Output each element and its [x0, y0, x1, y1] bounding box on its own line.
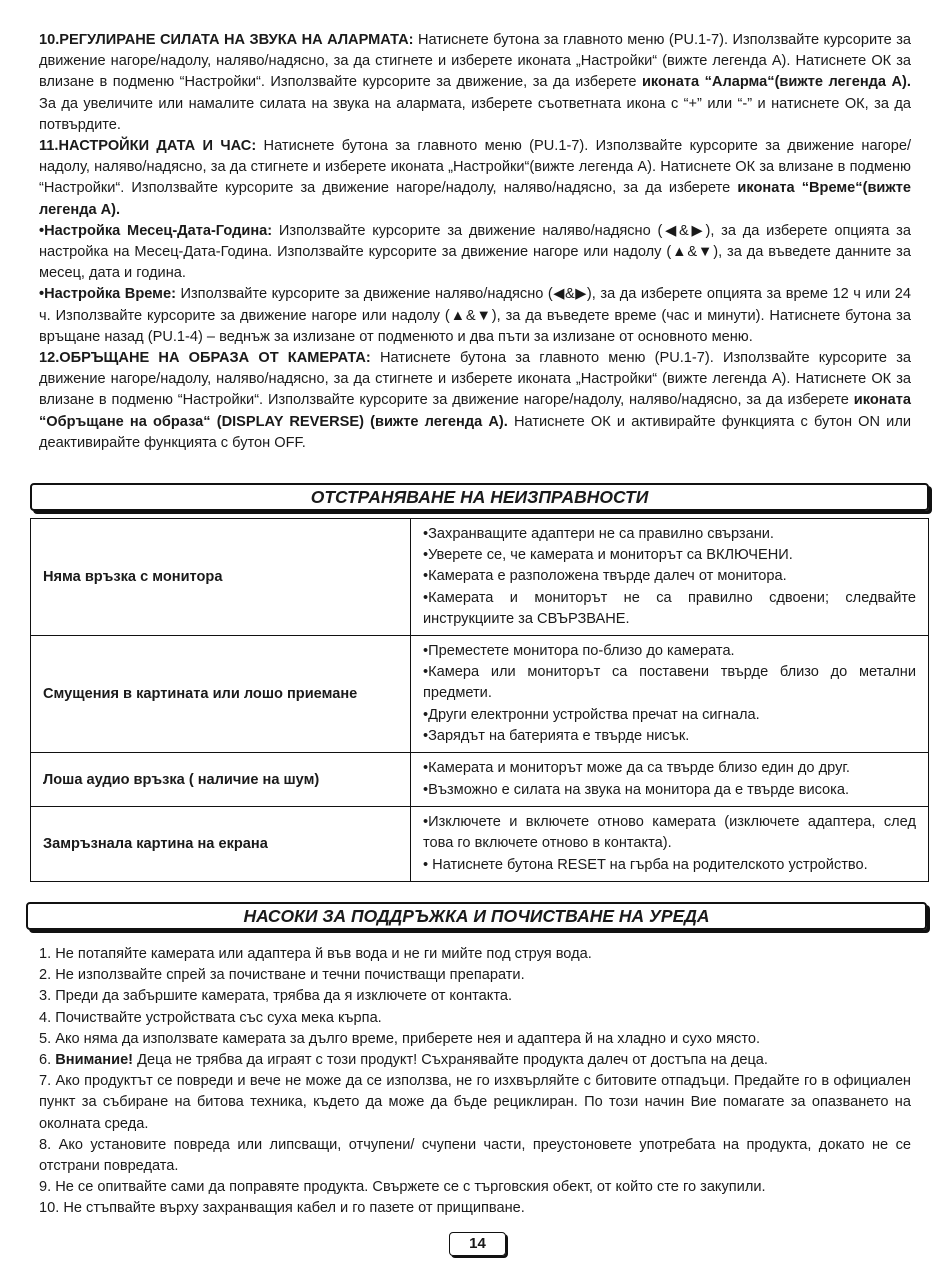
- list-item: 2. Не използвайте спрей за почистване и течни почистващи препарати.: [39, 967, 525, 984]
- solution-item: •Други електронни устройства пречат на сигнала.: [423, 706, 760, 723]
- solution-cell: [411, 807, 929, 882]
- heading-date-time: 11.НАСТРОЙКИ ДАТА И ЧАС:: [39, 138, 257, 155]
- table-row: [31, 636, 929, 753]
- heading-image-flip: 12.ОБРЪЩАНЕ НА ОБРАЗА ОТ КАМЕРАТА:: [39, 350, 371, 367]
- settings-instructions: [39, 30, 911, 454]
- list-item: 10. Не стъпвайте върху захранващия кабел и го пазете от прищипване.: [39, 1200, 525, 1217]
- problem-cell: Няма връзка с монитора: [31, 519, 411, 636]
- solution-cell: [411, 636, 929, 753]
- solution-item: •Камера или мониторът са поставени твърде близо до метални предмети.: [423, 664, 916, 702]
- list-item-warning: 6. Внимание! Деца не трябва да играят с този продукт! Съхранявайте продукта далеч от достъпа на деца.: [39, 1052, 768, 1069]
- problem-cell: Смущения в картината или лошо приемане: [31, 636, 411, 753]
- paragraph-month-date-year: •Настройка Месец-Дата-Година: Използвайте курсорите за движение наляво/надясно (◀&▶), за да изберете опцията за настройка на Месец-Дата-Година. Използвайте курсорите за движение нагоре или надолу (▲&▼), за да въведете данните за месец, дата и година.: [39, 222, 911, 282]
- heading-time-setting: •Настройка Време:: [39, 286, 176, 303]
- page-number: 14: [449, 1232, 506, 1256]
- list-item: 5. Ако няма да използвате камерата за дълго време, приберете нея и адаптера й на хладно и сухо място.: [39, 1030, 761, 1047]
- list-item: 1. Не потапяйте камерата или адаптера й във вода и не ги мийте под струя вода.: [39, 946, 592, 962]
- paragraph-alarm-volume: 10.РЕГУЛИРАНЕ СИЛАТА НА ЗВУКА НА АЛАРМАТА: Натиснете бутона за главното меню (PU.1-7). Използвайте курсорите за движение нагоре/надолу, наляво/надясно, за да стигнете и изберете иконата „Настройки“ (вижте легенда А). Натиснете ОК за влизане в подменю “Настройки“. Използвайте курсорите за движение, за да изберете иконата “Аларма“(вижте легенда А). За да увеличите или намалите силата на звука на алармата, изберете съответната икона с “+” или “-” и натиснете ОК, за да потвърдите.: [39, 32, 912, 133]
- solution-item: •Изключете и включете отново камерата (изключете адаптера, след това го включете отново в контакта).: [423, 814, 916, 852]
- solution-item: •Захранващите адаптери не са правилно свързани.: [423, 525, 774, 542]
- heading-alarm-volume: 10.РЕГУЛИРАНЕ СИЛАТА НА ЗВУКА НА АЛАРМАТА:: [39, 32, 414, 48]
- heading-month-date-year: •Настройка Месец-Дата-Година:: [39, 222, 273, 239]
- solution-item: •Камерата и мониторът не са правилно сдвоени; следвайте инструкциите за СВЪРЗВАНЕ.: [423, 589, 916, 627]
- solution-item: •Преместете монитора по-близо до камерата.: [423, 642, 735, 659]
- solution-item: •Зарядът на батерията е твърде нисък.: [423, 727, 690, 744]
- care-title: НАСОКИ ЗА ПОДДРЪЖКА И ПОЧИСТВАНЕ НА УРЕДА: [26, 902, 927, 930]
- table-row: [31, 519, 929, 636]
- solution-item: •Уверете се, че камерата и мониторът са ВКЛЮЧЕНИ.: [423, 547, 793, 564]
- solution-item: •Камерата е разположена твърде далеч от монитора.: [423, 568, 787, 585]
- troubleshooting-table: [30, 518, 929, 882]
- list-item: 7. Ако продуктът се повреди и вече не може да се използва, не го изхвърляйте с битовите отпадъци. Предайте го в официален пункт за събиране на битова техника, където да може да бъде рециклиран. По този начин Вие помагате за опазването на околната среда.: [39, 1073, 911, 1132]
- problem-cell: Замръзнала картина на екрана: [31, 807, 411, 882]
- paragraph-date-time: 11.НАСТРОЙКИ ДАТА И ЧАС: Натиснете бутона за главното меню (PU.1-7). Използвайте курсорите за движение нагоре/надолу, наляво/надясно, за да стигнете и изберете иконата „Настройки“(вижте легенда А). Натиснете ОК за влизане в подменю “Настройки“. Използвайте курсорите за движение нагоре/надолу, наляво/надясно, за да изберете иконата “Време“(вижте легенда А).: [39, 138, 911, 218]
- list-item: 9. Не се опитвайте сами да поправяте продукта. Свържете се с търговския обект, от който сте го закупили.: [39, 1179, 766, 1196]
- solution-cell: [411, 753, 929, 807]
- paragraph-time-setting: •Настройка Време: Използвайте курсорите за движение наляво/надясно (◀&▶), за да изберете опцията за време 12 ч или 24 ч. Използвайте курсорите за движение нагоре или надолу (▲&▼), за да въведете време (час и минути). Натиснете бутона за връщане назад (PU.1-4) – веднъж за излизане от подменюто и два пъти за излизане от основното меню.: [39, 286, 911, 345]
- paragraph-image-flip: 12.ОБРЪЩАНЕ НА ОБРАЗА ОТ КАМЕРАТА: Натиснете бутона за главното меню (PU.1-7). Използвайте курсорите за движение нагоре/надолу, наляво/надясно, за да стигнете и изберете иконата „Настройки“ (вижте легенда А). Натиснете ОК за влизане в подменю “Настройки“. Използвайте курсорите за движение нагоре/надолу, наляво/надясно, за да изберете иконата “Обръщане на образа“ (DISPLAY REVERSE) (вижте легенда А). Натиснете ОК и активирайте функцията с бутон ON или деактивирайте функцията с бутон OFF.: [39, 350, 912, 451]
- list-item: 3. Преди да забършите камерата, трябва да я изключете от контакта.: [39, 988, 513, 1005]
- warning-label: Внимание!: [55, 1052, 134, 1069]
- problem-cell: Лоша аудио връзка ( наличие на шум): [31, 753, 411, 807]
- care-list: [39, 944, 911, 1220]
- table-row: [31, 753, 929, 807]
- solution-item: •Възможно е силата на звука на монитора да е твърде висока.: [423, 781, 850, 798]
- troubleshooting-title: ОТСТРАНЯВАНЕ НА НЕИЗПРАВНОСТИ: [30, 483, 929, 511]
- list-item: 4. Почиствайте устройствата със суха мека кърпа.: [39, 1009, 382, 1026]
- solution-item: •Камерата и мониторът може да са твърде близо един до друг.: [423, 760, 850, 777]
- list-item: 8. Ако установите повреда или липсващи, отчупени/ счупени части, преустоновете употребата на продукта, докато не се отстрани повредата.: [39, 1136, 911, 1175]
- solution-cell: [411, 519, 929, 636]
- table-row: [31, 807, 929, 882]
- solution-item: • Натиснете бутона RESET на гърба на родителското устройство.: [423, 856, 868, 873]
